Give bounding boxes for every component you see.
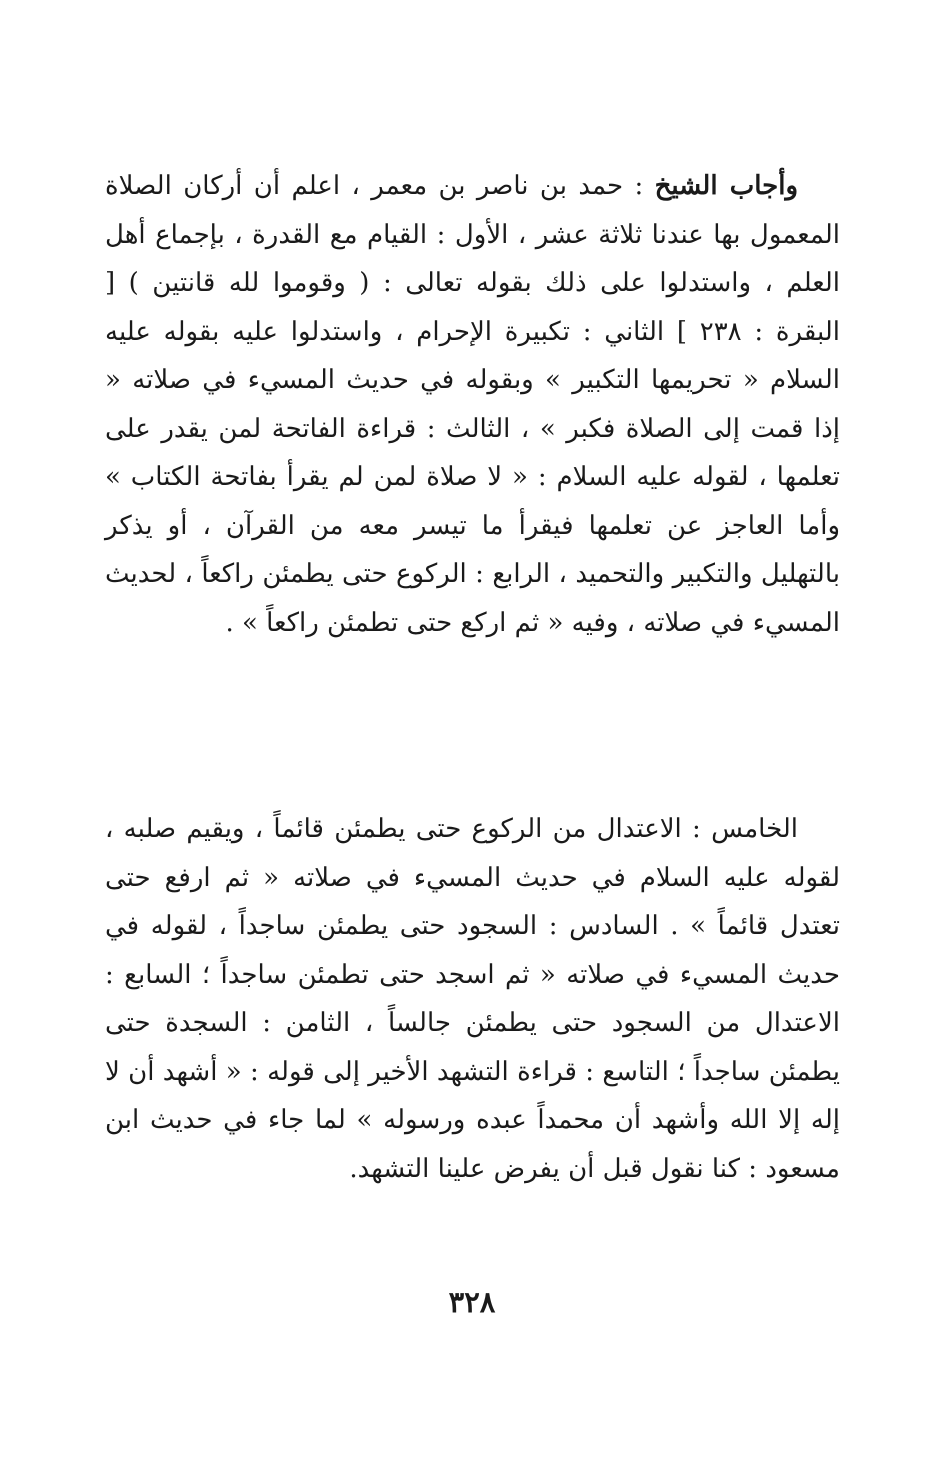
paragraph-answer-intro — [105, 162, 840, 647]
paragraph-pillars-continued — [105, 805, 840, 1193]
speaker-lead: وأجاب الشيخ — [654, 171, 799, 201]
paragraph-2-text: الخامس : الاعتدال من الركوع حتى يطمئن قائماً ، ويقيم صلبه ، لقوله عليه السلام في حديث المسيء في صلاته « ثم ارفع حتى تعتدل قائماً » . السادس : السجود حتى يطمئن ساجداً ، لقوله في حديث المسيء في صلاته « ثم اسجد حتى تطمئن ساجداً ؛ السابع : الاعتدال من السجود حتى يطمئن جالساً ، الثامن : السجدة حتى يطمئن ساجداً ؛ التاسع : قراءة التشهد الأخير إلى قوله : « أشهد أن لا إله إلا الله وأشهد أن محمداً عبده ورسوله » لما جاء في حديث ابن مسعود : كنا نقول قبل أن يفرض علينا التشهد. — [105, 814, 840, 1184]
paragraph-1-text: : حمد بن ناصر بن معمر ، اعلم أن أركان الصلاة المعمول بها عندنا ثلاثة عشر ، الأول : القيام مع القدرة ، بإجماع أهل العلم ، واستدلوا على ذلك بقوله تعالى : ( وقوموا لله قانتين ) [ البقرة : ٢٣٨ ] الثاني : تكبيرة الإحرام ، واستدلوا عليه بقوله عليه السلام « تحريمها التكبير » وبقوله في حديث المسيء في صلاته « إذا قمت إلى الصلاة فكبر » ، الثالث : قراءة الفاتحة لمن يقدر على تعلمها ، لقوله عليه السلام : « لا صلاة لمن لم يقرأ بفاتحة الكتاب » وأما العاجز عن تعلمها فيقرأ ما تيسر معه من القرآن ، أو يذكر بالتهليل والتكبير والتحميد ، الرابع : الركوع حتى يطمئن راكعاً ، لحديث المسيء في صلاته ، وفيه « ثم اركع حتى تطمئن راكعاً » . — [105, 171, 840, 638]
page-number: ٣٢٨ — [448, 1285, 496, 1319]
